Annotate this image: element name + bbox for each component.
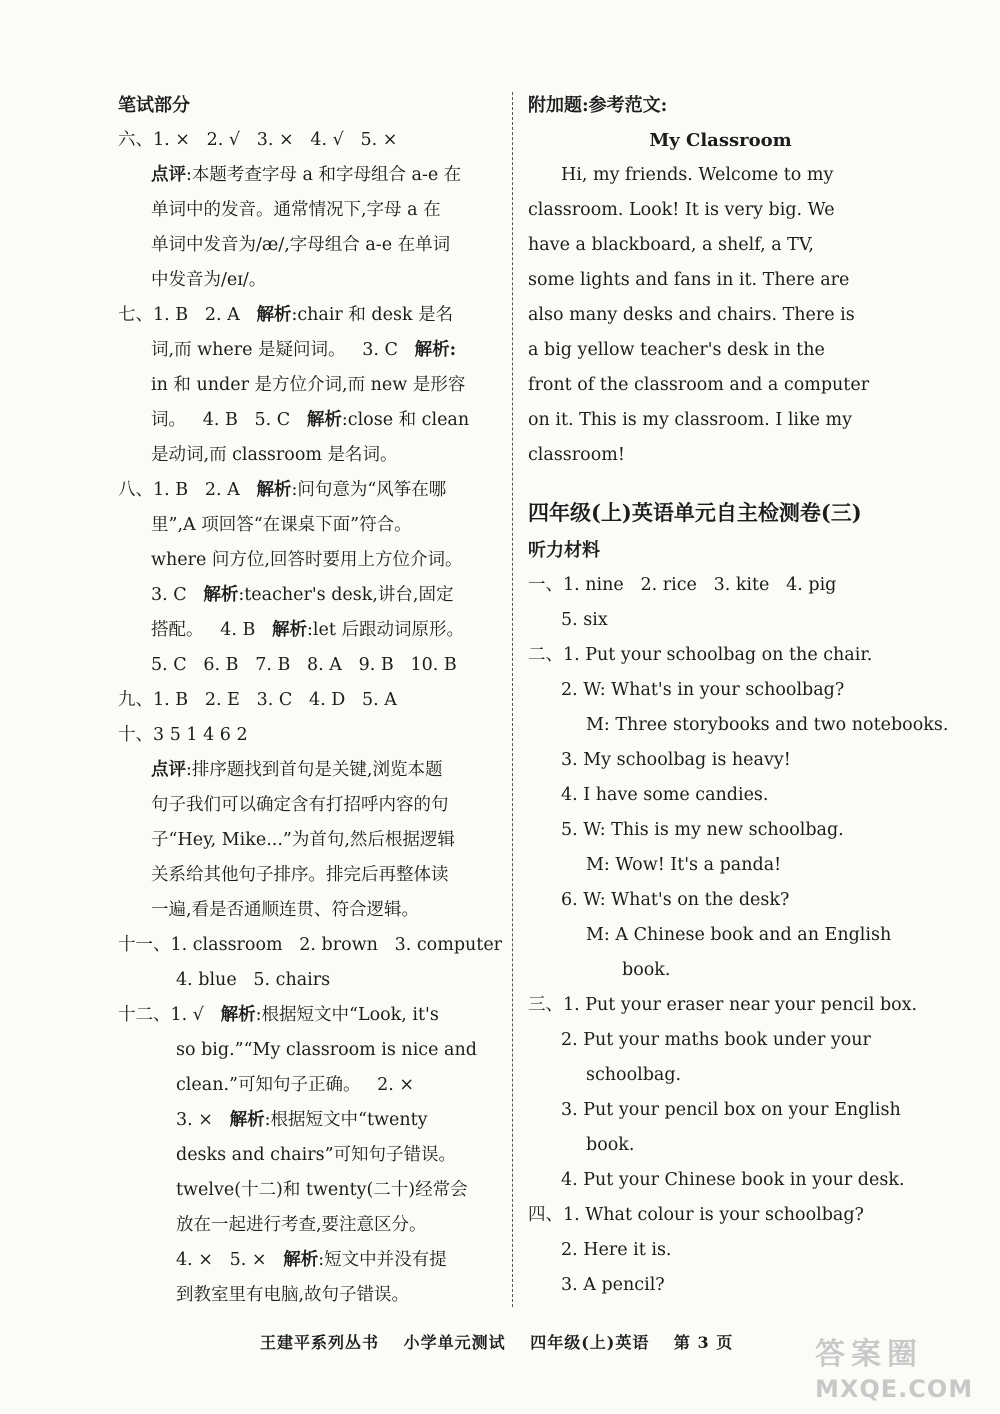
answer-line: 十、3 5 1 4 6 2: [118, 725, 248, 745]
text-line: 中发音为/eɪ/。: [151, 270, 267, 290]
text-line: desks and chairs”可知句子错误。: [176, 1145, 457, 1165]
essay-title: My Classroom: [649, 130, 792, 151]
watermark-logo: [815, 1335, 990, 1410]
listening-line: M: A Chinese book and an English: [586, 925, 892, 945]
text-line: 到教室里有电脑,故句子错误。: [176, 1285, 410, 1305]
listening-line: 二、1. Put your schoolbag on the chair.: [528, 645, 873, 665]
text-line: 单词中的发音。通常情况下,字母 a 在: [151, 200, 441, 220]
essay-line: have a blackboard, a shelf, a TV,: [528, 235, 814, 255]
listening-line: 6. W: What's on the desk?: [561, 890, 790, 910]
essay-line: classroom. Look! It is very big. We: [528, 200, 835, 220]
text-line: 句子我们可以确定含有打招呼内容的句: [151, 795, 449, 815]
text-line: 放在一起进行考查,要注意区分。: [176, 1215, 427, 1235]
spacer: [528, 473, 913, 493]
text-line: 词。 4. B 5. C 解析:close 和 clean: [151, 410, 470, 430]
comment-line: 点评:排序题找到首句是关键,浏览本题: [151, 760, 443, 780]
text-line: 4. blue 5. chairs: [176, 970, 331, 990]
listening-line: 2. W: What's in your schoolbag?: [561, 680, 845, 700]
listening-line: 4. I have some candies.: [561, 785, 769, 805]
text-line: 搭配。 4. B 解析:let 后跟动词原形。: [151, 620, 464, 640]
essay-line: also many desks and chairs. There is: [528, 305, 855, 325]
watermark-url: MXQE.COM: [815, 1375, 974, 1403]
column-divider: [512, 92, 513, 1307]
text-line: 3. C 解析:teacher's desk,讲台,固定: [151, 585, 454, 605]
text-line: 关系给其他句子排序。排完后再整体读: [151, 865, 449, 885]
listening-line: book.: [622, 960, 671, 980]
text-line: 子“Hey, Mike...”为首句,然后根据逻辑: [151, 830, 455, 850]
footer-book: 小学单元测试: [403, 1333, 506, 1352]
text-line: twelve(十二)和 twenty(二十)经常会: [176, 1180, 468, 1200]
text-line: 3. × 解析:根据短文中“twenty: [176, 1110, 428, 1130]
text-line: so big.”“My classroom is nice and: [176, 1040, 477, 1060]
listening-line: 四、1. What colour is your schoolbag?: [528, 1205, 864, 1225]
essay-line: classroom!: [528, 445, 625, 465]
listening-line: schoolbag.: [586, 1065, 682, 1085]
listening-line: M: Three storybooks and two notebooks.: [586, 715, 949, 735]
text-line: where 问方位,回答时要用上方位介词。: [151, 550, 463, 570]
essay-line: some lights and fans in it. There are: [528, 270, 850, 290]
essay-line: a big yellow teacher's desk in the: [528, 340, 825, 360]
listening-line: 3. Put your pencil box on your English: [561, 1100, 901, 1120]
text-line: 是动词,而 classroom 是名词。: [151, 445, 398, 465]
text-line: 单词中发音为/æ/,字母组合 a-e 在单词: [151, 235, 451, 255]
page-footer: [260, 1330, 751, 1353]
answer-line: 七、1. B 2. A 解析:chair 和 desk 是名: [118, 305, 454, 325]
listening-line: 三、1. Put your eraser near your pencil box.: [528, 995, 918, 1015]
essay-line: on it. This is my classroom. I like my: [528, 410, 853, 430]
footer-subject: 四年级(上)英语: [530, 1333, 650, 1352]
answer-line: 六、1. × 2. √ 3. × 4. √ 5. ×: [118, 130, 398, 150]
section-heading: 听力材料: [528, 540, 600, 561]
listening-line: 2. Put your maths book under your: [561, 1030, 871, 1050]
listening-line: 4. Put your Chinese book in your desk.: [561, 1170, 905, 1190]
listening-line: M: Wow! It's a panda!: [586, 855, 782, 875]
text-line: 词,而 where 是疑问词。 3. C 解析:: [151, 340, 457, 360]
listening-line: book.: [586, 1135, 635, 1155]
essay-line: front of the classroom and a computer: [528, 375, 870, 395]
listening-line: 一、1. nine 2. rice 3. kite 4. pig: [528, 575, 837, 595]
answer-line: 八、1. B 2. A 解析:问句意为“风筝在哪: [118, 480, 447, 500]
answer-line: 十一、1. classroom 2. brown 3. computer: [118, 935, 503, 955]
test-title: 四年级(上)英语单元自主检测卷(三): [528, 500, 862, 525]
text-line: 一遍,看是否通顺连贯、符合逻辑。: [151, 900, 420, 920]
text-line: 里”,A 项回答“在课桌下面”符合。: [151, 515, 412, 535]
answer-line: 九、1. B 2. E 3. C 4. D 5. A: [118, 690, 397, 710]
listening-line: 5. W: This is my new schoolbag.: [561, 820, 844, 840]
section-heading: 笔试部分: [118, 95, 190, 116]
text-line: clean.”可知句子正确。 2. ×: [176, 1075, 415, 1095]
page-number: 第 3 页: [673, 1333, 734, 1352]
left-column: [118, 88, 503, 1313]
footer-series: 王建平系列丛书: [260, 1333, 380, 1352]
essay-line: Hi, my friends. Welcome to my: [561, 165, 834, 185]
listening-line: 5. six: [561, 610, 608, 630]
listening-line: 3. A pencil?: [561, 1275, 665, 1295]
watermark-text: 答案圈: [815, 1337, 923, 1372]
answer-line: 十二、1. √ 解析:根据短文中“Look, it's: [118, 1005, 439, 1025]
right-column: [528, 88, 949, 1303]
comment-line: 点评:本题考查字母 a 和字母组合 a-e 在: [151, 165, 462, 185]
listening-line: 2. Here it is.: [561, 1240, 672, 1260]
section-heading: 附加题:参考范文:: [528, 95, 668, 116]
text-line: 4. × 5. × 解析:短文中并没有提: [176, 1250, 447, 1270]
listening-line: 3. My schoolbag is heavy!: [561, 750, 791, 770]
text-line: in 和 under 是方位介词,而 new 是形容: [151, 375, 466, 395]
text-line: 5. C 6. B 7. B 8. A 9. B 10. B: [151, 655, 457, 675]
